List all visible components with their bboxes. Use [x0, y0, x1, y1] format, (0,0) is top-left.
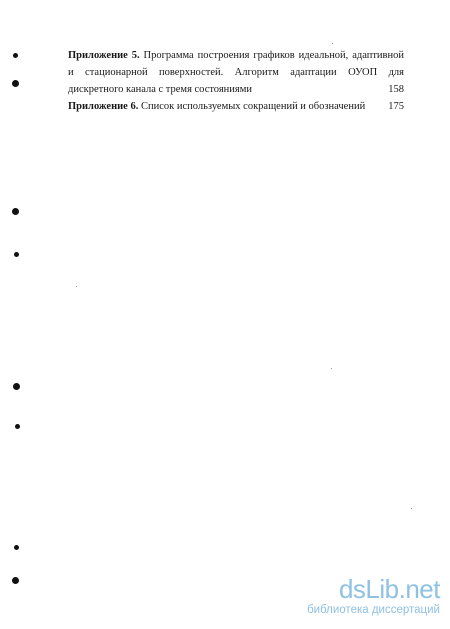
binder-hole-mark	[12, 208, 19, 215]
toc-entry-appendix-5	[68, 47, 404, 98]
scan-speck	[331, 368, 332, 369]
appendix-title-part: Программа построения графиков идеальной, адаптивной	[143, 50, 404, 61]
binder-hole-mark	[14, 252, 19, 257]
watermark-logo: dsLib.net	[338, 574, 440, 604]
page-number: 158	[388, 84, 404, 95]
binder-hole-mark	[14, 545, 19, 550]
appendix-label: Приложение 6.	[68, 101, 139, 112]
table-of-contents	[68, 47, 404, 115]
binder-hole-mark	[13, 53, 18, 58]
toc-entry-appendix-6	[68, 98, 404, 115]
appendix-title-part: и стационарной поверхностей. Алгоритм адаптации ОУОП для	[68, 67, 404, 78]
binder-hole-mark	[13, 383, 20, 390]
toc-line	[68, 47, 404, 64]
scan-speck	[332, 43, 333, 44]
binder-hole-mark	[12, 577, 19, 584]
appendix-label: Приложение 5.	[68, 50, 140, 61]
scan-speck	[411, 508, 412, 509]
toc-line	[68, 98, 404, 115]
binder-hole-mark	[15, 424, 20, 429]
toc-line	[68, 64, 404, 81]
appendix-title: Список используемых сокращений и обозначений	[140, 101, 366, 112]
watermark-tagline: библиотека диссертаций	[307, 604, 440, 616]
toc-line	[68, 81, 404, 98]
page-number: 175	[388, 101, 404, 112]
scan-speck	[76, 286, 77, 287]
watermark	[300, 575, 440, 617]
binder-hole-mark	[12, 80, 19, 87]
appendix-title-part: дискретного канала с тремя состояниями	[68, 84, 253, 95]
